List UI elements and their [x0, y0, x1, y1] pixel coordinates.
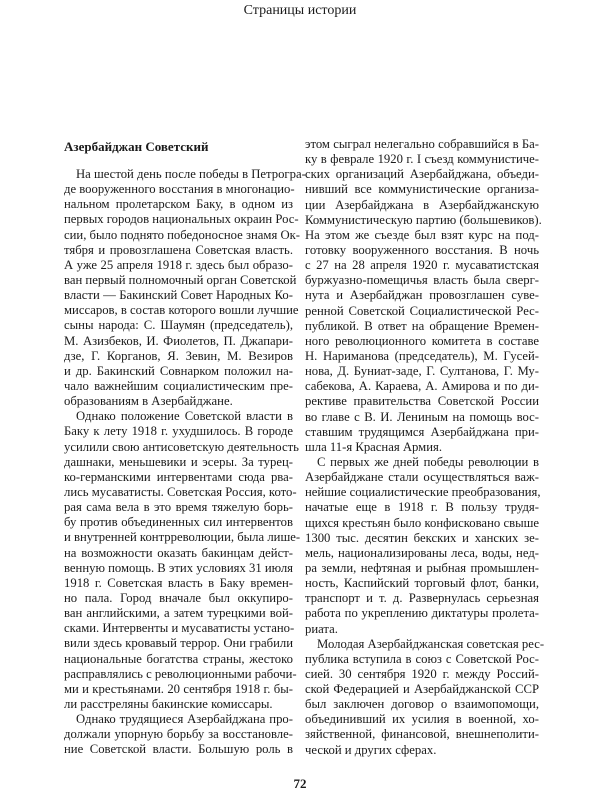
- text-line: тября и провозглашена Советская власть.: [64, 242, 293, 257]
- text-line: ли расстреляны бакинские комиссары.: [64, 696, 273, 711]
- text-line: готовку вооруженного восстания. В ночь: [305, 242, 539, 257]
- text-line: Баку к лету 1918 г. ухудшилось. В городе: [64, 424, 293, 439]
- paragraph: [305, 137, 542, 455]
- paragraph: [305, 636, 545, 758]
- text-line: ние Советской власти. Большую роль в: [64, 742, 293, 757]
- text-line: но пала. Город вначале был оккупиро-: [64, 590, 293, 605]
- text-line: На шестой день после победы в Петрогра-: [76, 167, 306, 181]
- text-line: объединивший их усилия в военной, хо-: [305, 712, 539, 727]
- text-line: власти — Бакинский Совет Народных Ко-: [64, 288, 293, 303]
- text-line: Коммунистическую партию (большевиков).: [305, 212, 542, 227]
- text-line: ми и крестьянами. 20 сентября 1918 г. бы-: [64, 681, 293, 696]
- text-line: зяйственной, финансовой, внешнеполити-: [305, 727, 539, 742]
- text-line: был заключен договор о взаимопомощи,: [305, 697, 539, 712]
- text-line: 1918 г. Советская власть в Баку времен-: [64, 575, 293, 590]
- text-line: сыны народа: С. Шаумян (председатель),: [64, 318, 293, 333]
- text-line: и внутренней контрреволюции, была лише-: [64, 530, 301, 545]
- text-line: образованиям в Азербайджане.: [64, 394, 233, 409]
- text-line: должали упорную борьбу за восстановле-: [64, 727, 293, 742]
- text-line: транспорт и т. д. Развернулась серьезная: [305, 591, 539, 606]
- text-line: дзе, Г. Корганов, Я. Зевин, М. Везиров: [64, 348, 293, 363]
- text-line: нейшие социалистические преобразования,: [305, 485, 541, 500]
- paragraph: [305, 455, 539, 637]
- text-line: сками. Интервенты и мусаватисты устано-: [64, 621, 295, 636]
- running-head: Страницы истории: [243, 3, 357, 18]
- text-line: На этом же съезде был взят курс на под-: [305, 227, 539, 242]
- text-line: публикой. В ответ на обращение Времен-: [305, 318, 539, 333]
- text-line: ставшим трудящимся Азербайджана при-: [305, 424, 539, 439]
- text-line: Молодая Азербайджанская советская рес-: [317, 636, 545, 651]
- paragraph: [64, 167, 306, 409]
- paragraph: [64, 409, 301, 712]
- text-line: рая сама вела в это время тяжелую борь-: [64, 500, 293, 515]
- text-line: во главе с В. И. Лениным на помощь вос-: [305, 409, 539, 424]
- text-line: сабекова, А. Караева, А. Амирова и по ди-: [305, 379, 539, 394]
- text-line: рективе правительства Советской России: [305, 394, 539, 409]
- text-line: нальном пролетарском Баку, в одном из: [64, 197, 293, 212]
- text-line: расправлялись с революционными рабочи-: [64, 666, 297, 681]
- text-line: начатые еще в 1918 г. В пользу трудя-: [305, 500, 539, 515]
- text-line: нова, Д. Буниат-заде, Г. Султанова, Г. Му-: [305, 364, 539, 379]
- text-line: нута и Азербайджан провозглашен суве-: [305, 288, 539, 303]
- text-line: сией. 30 сентября 1920 г. между Россий-: [305, 666, 539, 681]
- text-line: ко-германскими интервентами сюда рва-: [64, 469, 293, 484]
- text-line: Азербайджане стали осуществляться важ-: [305, 470, 539, 485]
- text-line: ческой и других сферах.: [305, 742, 437, 757]
- text-line: ренной Советской Социалистической Рес-: [305, 303, 539, 318]
- text-line: 1300 тыс. десятин бекских и ханских зе-: [305, 530, 539, 545]
- text-line: бу против объединенных сил интервентов: [64, 515, 293, 530]
- text-line: буржуазно-помещичья власть была сверг-: [305, 273, 539, 288]
- text-line: ван первый полномочный орган Советской: [64, 272, 297, 287]
- text-line: С первых же дней победы революции в: [317, 454, 539, 469]
- text-line: миссаров, в состав которого вошли лучшие: [64, 303, 299, 318]
- paragraph: [64, 712, 293, 757]
- text-line: чало важнейшим социалистическим пре-: [64, 378, 293, 393]
- article-title: Азербайджан Советский: [64, 139, 209, 154]
- text-line: шла 11-я Красная Армия.: [305, 439, 442, 454]
- text-line: вили здесь кровавый террор. Они грабили: [64, 636, 293, 651]
- text-line: нивший все коммунистические организа-: [305, 182, 539, 197]
- text-line: этом сыграл нелегально собравшийся в Ба-: [305, 137, 539, 151]
- text-line: первых городов национальных окраин Рос-: [64, 212, 299, 227]
- text-line: и др. Бакинский Совнарком положил на-: [64, 363, 293, 378]
- text-line: на возможности оказать бакинцам дейст-: [64, 545, 293, 560]
- text-line: ских организаций Азербайджана, объеди-: [305, 167, 539, 182]
- text-line: ра земли, нефтяная и рыбная промышлен-: [305, 560, 539, 575]
- right-column: [305, 137, 545, 758]
- text-line: усилили свою антисоветскую деятельность: [64, 439, 299, 454]
- text-line: ку в феврале 1920 г. I съезд коммунистиче-: [305, 152, 539, 167]
- text-line: А уже 25 апреля 1918 г. здесь был образо-: [64, 257, 293, 272]
- text-line: публика вступила в союз с Советской Рос-: [305, 651, 539, 666]
- text-line: риата.: [305, 621, 338, 636]
- text-line: венную помощь. В этих условиях 31 июля: [64, 560, 293, 575]
- text-line: де вооруженного восстания в многонацио-: [64, 182, 295, 197]
- text-line: Однако трудящиеся Азербайджана про-: [76, 712, 293, 727]
- text-line: ван английскими, а затем турецкими вой-: [64, 606, 293, 621]
- text-line: национальные богатства страны, жестоко: [64, 651, 293, 666]
- text-line: дашнаки, меньшевики и эсеры. За турец-: [64, 454, 293, 469]
- text-line: ской Федерацией и Азербайджанской ССР: [305, 682, 539, 697]
- text-line: сии, было поднято победоносное знамя Ок-: [64, 227, 301, 242]
- left-column: [64, 137, 306, 757]
- text-line: с 27 на 28 апреля 1920 г. мусаватистская: [305, 258, 539, 273]
- text-line: мель, национализированы леса, воды, нед-: [305, 545, 539, 560]
- text-line: Н. Нариманова (председатель), М. Гусей-: [305, 348, 539, 363]
- text-line: работа по укреплению диктатуры пролета-: [305, 606, 539, 621]
- text-line: щихся крестьян было конфисковано свыше: [305, 515, 539, 530]
- text-line: ции Азербайджана в Азербайджанскую: [305, 197, 539, 212]
- text-line: лись мусаватисты. Советская Россия, кото-: [64, 484, 297, 499]
- text-line: ность, Каспийский торговый флот, банки,: [305, 576, 539, 591]
- page-number: 72: [293, 776, 307, 791]
- text-line: ного революционного комитета в составе: [305, 333, 539, 348]
- text-line: М. Азизбеков, И. Фиолетов, П. Джапари-: [64, 333, 293, 348]
- text-line: Однако положение Советской власти в: [76, 409, 293, 424]
